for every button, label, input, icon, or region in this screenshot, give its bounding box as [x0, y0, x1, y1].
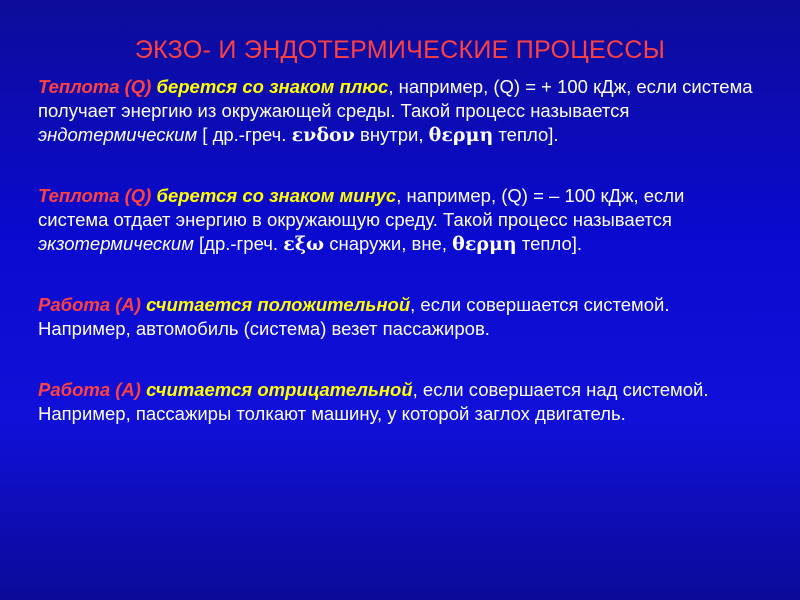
paragraph-text: , если совершается над системой. Например, пассажиры толкают машину, у которой заглох двигатель.: [38, 379, 709, 424]
slide-body: [38, 75, 758, 463]
paragraph-text: , например, (Q) = – 100 кДж, если система отдает энергию в окружающую среду. Такой процесс называется: [38, 185, 685, 230]
work-label: Работа (А): [38, 379, 141, 400]
sign-rule: берется со знаком плюс: [156, 76, 389, 97]
work-label: Работа (А): [38, 294, 141, 315]
paragraph-text: тепло].: [493, 124, 559, 145]
paragraph-text: тепло].: [516, 233, 583, 254]
paragraph-text: [др.-греч.: [193, 233, 284, 254]
paragraph-work-negative: [38, 378, 758, 426]
greek-word: ενδον: [291, 124, 355, 146]
paragraph-work-positive: [38, 293, 758, 341]
term-endothermic: эндотермическим: [38, 124, 198, 145]
paragraph-text: , если совершается системой. Например, автомобиль (система) везет пассажиров.: [38, 294, 670, 339]
heat-label: Теплота (Q): [38, 185, 152, 206]
paragraph-text: [ др.-греч.: [197, 124, 292, 145]
paragraph-text: внутри,: [354, 124, 429, 145]
term-exothermic: экзотермическим: [38, 233, 194, 254]
paragraph-endothermic: [38, 75, 758, 147]
greek-word: εξω: [283, 233, 325, 255]
heat-label: Теплота (Q): [38, 76, 152, 97]
greek-word: θερμη: [428, 124, 494, 146]
sign-rule: считается отрицательной: [146, 379, 413, 400]
greek-word: θερμη: [452, 233, 517, 255]
paragraph-text: снаружи, вне,: [324, 233, 453, 254]
paragraph-exothermic: [38, 184, 758, 256]
slide-title: ЭКЗО- И ЭНДОТЕРМИЧЕСКИЕ ПРОЦЕССЫ: [134, 36, 666, 64]
sign-rule: считается положительной: [146, 294, 411, 315]
sign-rule: берется со знаком минус: [156, 185, 397, 206]
paragraph-text: , например, (Q) = + 100 кДж, если система получает энергию из окружающей среды. Такой процесс называется: [38, 76, 753, 121]
